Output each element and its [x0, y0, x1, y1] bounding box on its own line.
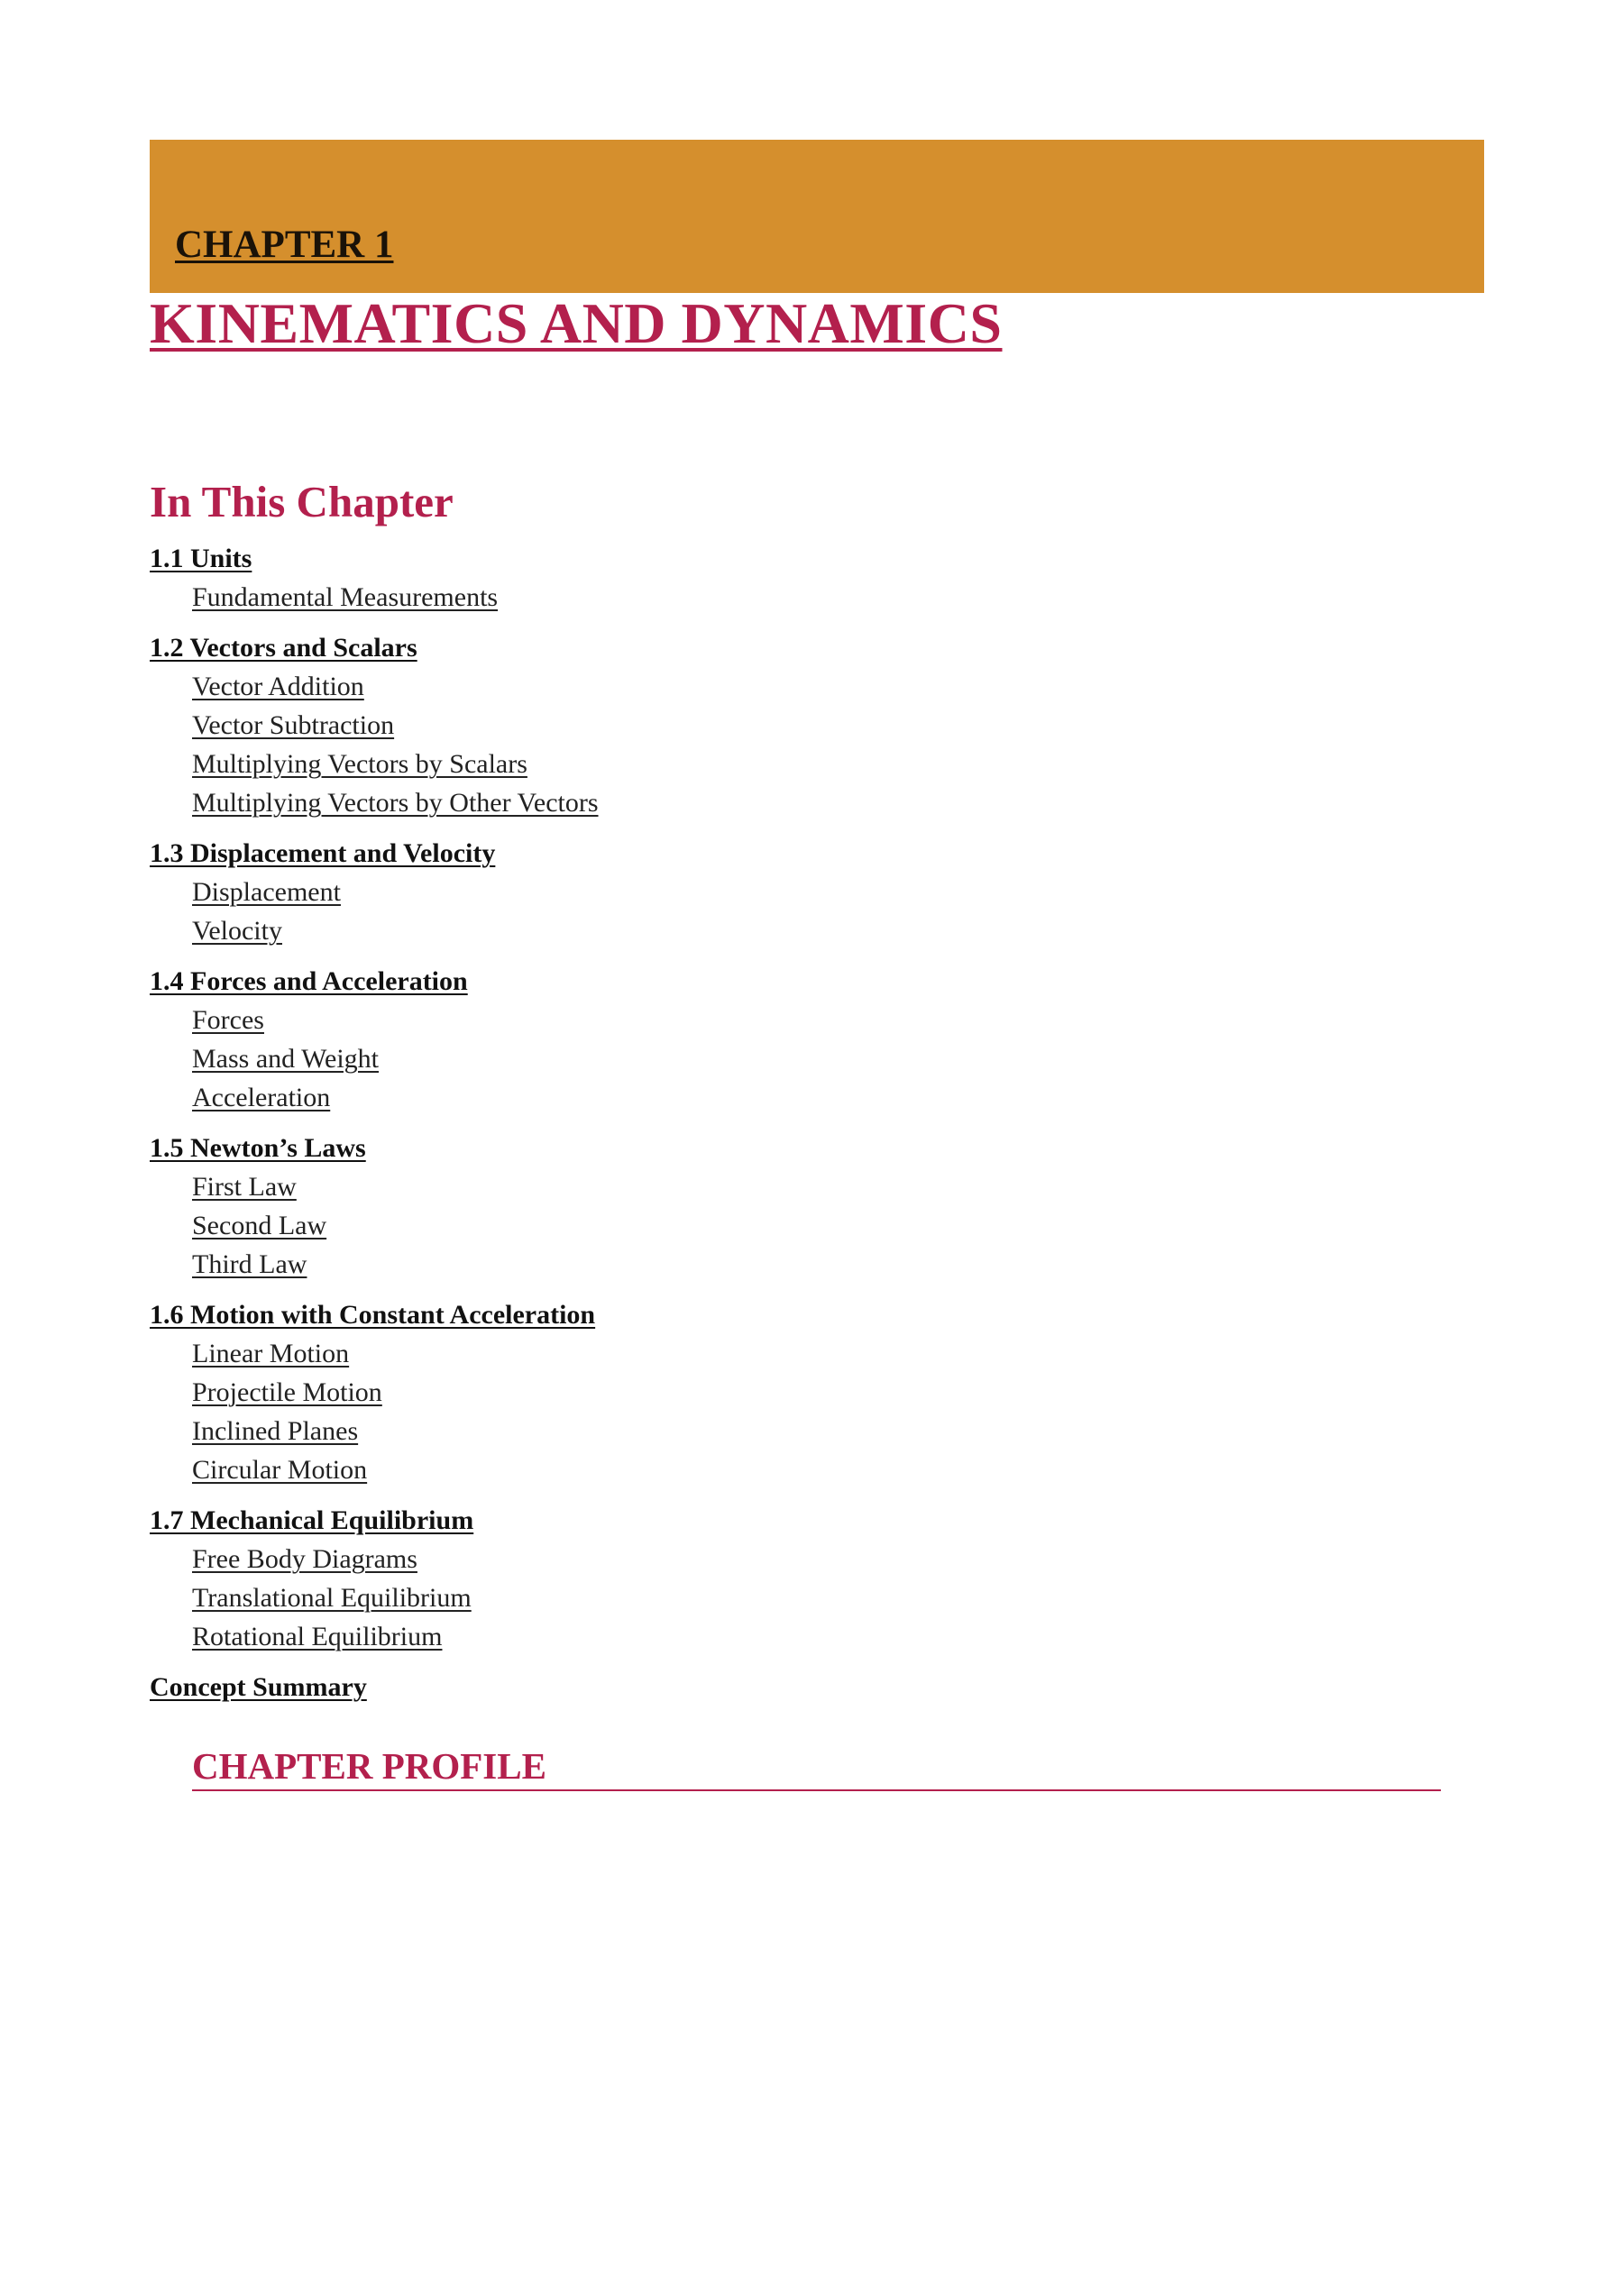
toc-subsection-link[interactable]: Linear Motion — [192, 1339, 350, 1368]
chapter-profile-title: CHAPTER PROFILE — [192, 1745, 546, 1787]
toc-section-link[interactable]: 1.7 Mechanical Equilibrium — [150, 1505, 474, 1535]
toc-subsection-link[interactable]: Multiplying Vectors by Other Vectors — [192, 788, 599, 818]
toc-section-link[interactable]: Concept Summary — [150, 1672, 367, 1702]
toc-section-link[interactable]: 1.4 Forces and Acceleration — [150, 966, 468, 996]
toc-section-link[interactable]: 1.2 Vectors and Scalars — [150, 633, 417, 663]
toc-subsection-link[interactable]: Multiplying Vectors by Scalars — [192, 749, 527, 779]
toc-subsection-link[interactable]: Vector Addition — [192, 672, 364, 701]
toc-subsection-link[interactable]: Forces — [192, 1005, 264, 1035]
toc-subsection-link[interactable]: Mass and Weight — [192, 1044, 380, 1074]
toc-subsection-link[interactable]: Third Law — [192, 1249, 307, 1279]
toc-subsection-link[interactable]: Second Law — [192, 1211, 327, 1240]
toc-subsection-link[interactable]: Free Body Diagrams — [192, 1544, 417, 1574]
toc-section-link[interactable]: 1.5 Newton’s Laws — [150, 1133, 366, 1163]
toc-subsection-link[interactable]: Inclined Planes — [192, 1416, 359, 1446]
chapter-profile-divider — [192, 1789, 1441, 1791]
toc-section-link[interactable]: 1.1 Units — [150, 544, 252, 573]
toc-section-link[interactable]: 1.6 Motion with Constant Acceleration — [150, 1300, 596, 1330]
toc-subsection-link[interactable]: Fundamental Measurements — [192, 582, 499, 612]
toc-subsection-link[interactable]: Translational Equilibrium — [192, 1583, 472, 1613]
toc-heading: In This Chapter — [150, 477, 454, 526]
chapter-number-label: CHAPTER 1 — [175, 224, 394, 266]
toc-section-link[interactable]: 1.3 Displacement and Velocity — [150, 838, 496, 868]
chapter-title: KINEMATICS AND DYNAMICS — [150, 291, 1003, 355]
toc-subsection-link[interactable]: Rotational Equilibrium — [192, 1622, 443, 1651]
toc-subsection-link[interactable]: Vector Subtraction — [192, 710, 395, 740]
toc-subsection-link[interactable]: Displacement — [192, 877, 341, 907]
toc-subsection-link[interactable]: First Law — [192, 1172, 297, 1202]
toc-subsection-link[interactable]: Circular Motion — [192, 1455, 368, 1485]
toc-subsection-link[interactable]: Projectile Motion — [192, 1377, 382, 1407]
toc-subsection-link[interactable]: Velocity — [192, 916, 282, 946]
toc-subsection-link[interactable]: Acceleration — [192, 1083, 331, 1112]
table-of-contents — [150, 0, 1232, 2296]
